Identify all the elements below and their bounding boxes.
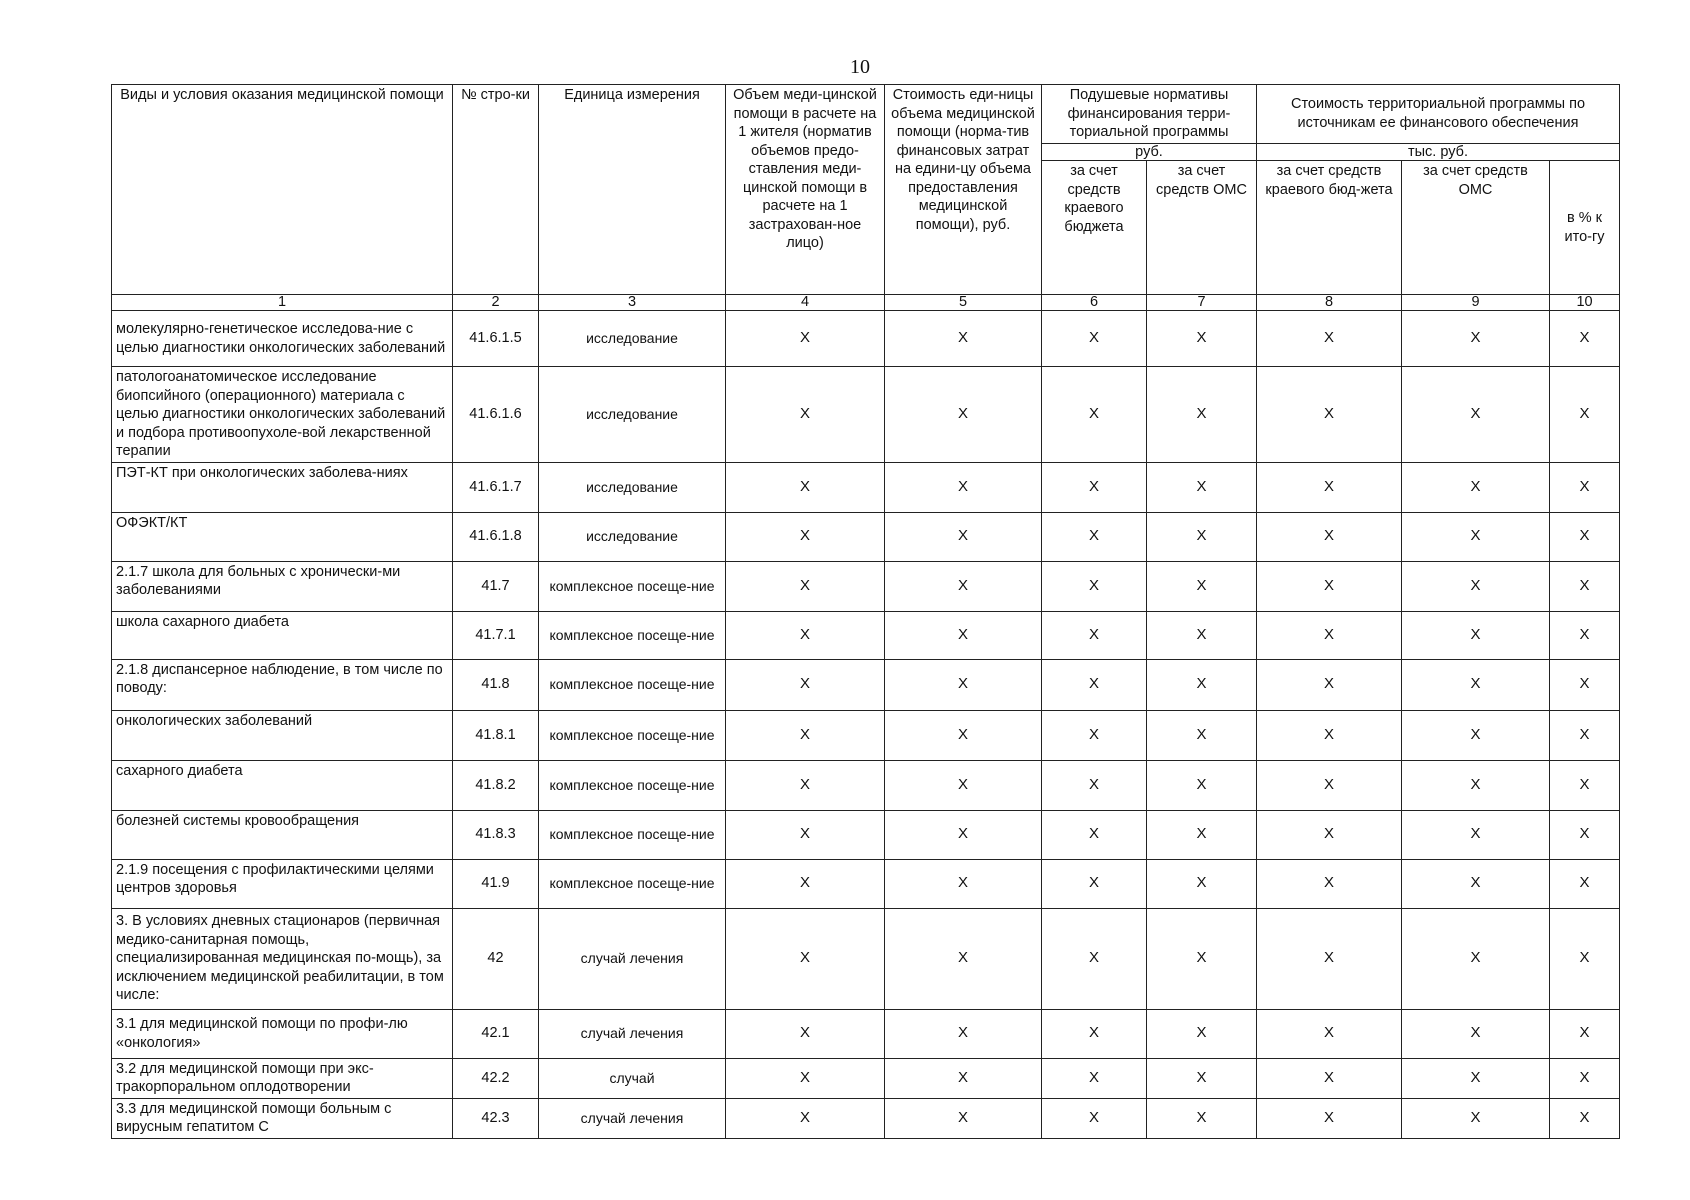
value-cell: X (1257, 561, 1402, 611)
value-cell: X (1042, 512, 1147, 561)
value-cell: X (1402, 810, 1550, 859)
value-cell: X (1402, 710, 1550, 760)
program-cost-table (111, 84, 1620, 1139)
table-row (112, 462, 1620, 512)
value-cell: X (726, 710, 885, 760)
line-number-cell: 41.9 (453, 859, 539, 908)
value-cell: X (726, 512, 885, 561)
column-number: 2 (453, 295, 539, 311)
value-cell: X (1257, 760, 1402, 810)
value-cell: X (726, 611, 885, 659)
header-program-cost: Стоимость территориальной программы по источникам ее финансового обеспечения (1257, 85, 1620, 144)
value-cell: X (1257, 611, 1402, 659)
value-cell: X (726, 1009, 885, 1058)
unit-cell: случай лечения (539, 908, 726, 1009)
column-number: 7 (1147, 295, 1257, 311)
line-number-cell: 41.7.1 (453, 611, 539, 659)
value-cell: X (1402, 1098, 1550, 1138)
column-number: 1 (112, 295, 453, 311)
value-cell: X (1042, 462, 1147, 512)
header-per-capita-norms: Подушевые нормативы финансирования терри-ториальной программы (1042, 85, 1257, 144)
value-cell: X (1147, 367, 1257, 463)
value-cell: X (726, 367, 885, 463)
value-cell: X (1257, 1009, 1402, 1058)
value-cell: X (1402, 311, 1550, 367)
value-cell: X (1042, 561, 1147, 611)
value-cell: X (1550, 1009, 1620, 1058)
value-cell: X (1550, 611, 1620, 659)
care-type-cell: 3.1 для медицинской помощи по профи-лю «онкология» (112, 1009, 453, 1058)
value-cell: X (1147, 1009, 1257, 1058)
header-cost-oms: за счет средств ОМС (1402, 161, 1550, 295)
value-cell: X (1402, 367, 1550, 463)
value-cell: X (1550, 512, 1620, 561)
table-row (112, 1098, 1620, 1138)
value-cell: X (1550, 311, 1620, 367)
line-number-cell: 41.7 (453, 561, 539, 611)
value-cell: X (1550, 659, 1620, 710)
value-cell: X (1402, 908, 1550, 1009)
value-cell: X (1402, 659, 1550, 710)
unit-cell: комплексное посеще-ние (539, 859, 726, 908)
header-norms-oms: за счет средств ОМС (1147, 161, 1257, 295)
line-number-cell: 42.1 (453, 1009, 539, 1058)
care-type-cell: 2.1.9 посещения с профилактическими целями центров здоровья (112, 859, 453, 908)
value-cell: X (885, 561, 1042, 611)
value-cell: X (1147, 1058, 1257, 1098)
care-type-cell: молекулярно-генетическое исследова-ние с целью диагностики онкологических заболеваний (112, 311, 453, 367)
column-number: 8 (1257, 295, 1402, 311)
value-cell: X (1257, 1058, 1402, 1098)
care-type-cell: 2.1.7 школа для больных с хронически-ми заболеваниями (112, 561, 453, 611)
value-cell: X (885, 1098, 1042, 1138)
table-row (112, 908, 1620, 1009)
column-number: 3 (539, 295, 726, 311)
value-cell: X (1042, 1098, 1147, 1138)
value-cell: X (1402, 1058, 1550, 1098)
line-number-cell: 42.2 (453, 1058, 539, 1098)
line-number-cell: 41.6.1.8 (453, 512, 539, 561)
value-cell: X (1042, 710, 1147, 760)
value-cell: X (1042, 367, 1147, 463)
value-cell: X (1042, 659, 1147, 710)
header-percent-total: в % к ито-гу (1550, 161, 1620, 295)
value-cell: X (1257, 367, 1402, 463)
value-cell: X (885, 810, 1042, 859)
value-cell: X (1550, 367, 1620, 463)
line-number-cell: 41.8.1 (453, 710, 539, 760)
care-type-cell: болезней системы кровообращения (112, 810, 453, 859)
column-number: 4 (726, 295, 885, 311)
line-number-cell: 41.6.1.7 (453, 462, 539, 512)
value-cell: X (1402, 859, 1550, 908)
value-cell: X (1257, 810, 1402, 859)
value-cell: X (1042, 611, 1147, 659)
care-type-cell: 3. В условиях дневных стационаров (первичная медико-санитарная помощь, специализированная медицинская по-мощь), за исключением медицинской реабилитации, в том числе: (112, 908, 453, 1009)
value-cell: X (1147, 561, 1257, 611)
value-cell: X (1402, 1009, 1550, 1058)
value-cell: X (885, 859, 1042, 908)
value-cell: X (1550, 810, 1620, 859)
care-type-cell: онкологических заболеваний (112, 710, 453, 760)
unit-cell: комплексное посеще-ние (539, 561, 726, 611)
column-number: 5 (885, 295, 1042, 311)
unit-cell: комплексное посеще-ние (539, 810, 726, 859)
line-number-cell: 41.6.1.6 (453, 367, 539, 463)
table-body (112, 311, 1620, 1139)
value-cell: X (726, 1058, 885, 1098)
unit-cell: случай (539, 1058, 726, 1098)
line-number-cell: 41.8.2 (453, 760, 539, 810)
header-unit-cost: Стоимость еди-ницы объема медицинской помощи (норма-тив финансовых затрат на едини-цу объема предоставления медицинской помощи), руб. (885, 85, 1042, 295)
value-cell: X (1147, 1098, 1257, 1138)
value-cell: X (726, 462, 885, 512)
value-cell: X (885, 710, 1042, 760)
table-row (112, 1058, 1620, 1098)
value-cell: X (885, 659, 1042, 710)
value-cell: X (1402, 462, 1550, 512)
header-volume: Объем меди-цинской помощи в расчете на 1 жителя (норматив объемов предо-ставления меди-цинской помощи в расчете на 1 застрахован-ное лицо) (726, 85, 885, 295)
page-number: 10 (850, 56, 870, 78)
value-cell: X (1550, 1058, 1620, 1098)
header-care-types: Виды и условия оказания медицинской помощи (112, 85, 453, 295)
value-cell: X (1147, 611, 1257, 659)
value-cell: X (1257, 659, 1402, 710)
header-unit: Единица измерения (539, 85, 726, 295)
value-cell: X (1042, 1009, 1147, 1058)
value-cell: X (1042, 908, 1147, 1009)
value-cell: X (726, 1098, 885, 1138)
care-type-cell: патологоанатомическое исследование биопсийного (операционного) материала с целью диагностики онкологических заболеваний и подбора противоопухоле-вой лекарственной терапии (112, 367, 453, 463)
value-cell: X (1402, 611, 1550, 659)
line-number-cell: 41.8.3 (453, 810, 539, 859)
value-cell: X (1402, 512, 1550, 561)
unit-cell: комплексное посеще-ние (539, 611, 726, 659)
table-row (112, 710, 1620, 760)
value-cell: X (1042, 311, 1147, 367)
value-cell: X (1402, 561, 1550, 611)
value-cell: X (1550, 561, 1620, 611)
header-cost-regional-budget: за счет средств краевого бюд-жета (1257, 161, 1402, 295)
header-line-number: № стро-ки (453, 85, 539, 295)
value-cell: X (1550, 1098, 1620, 1138)
table-row (112, 367, 1620, 463)
value-cell: X (726, 859, 885, 908)
care-type-cell: 2.1.8 диспансерное наблюдение, в том числе по поводу: (112, 659, 453, 710)
value-cell: X (1147, 760, 1257, 810)
value-cell: X (1550, 462, 1620, 512)
line-number-cell: 42 (453, 908, 539, 1009)
value-cell: X (1257, 908, 1402, 1009)
value-cell: X (1042, 859, 1147, 908)
value-cell: X (726, 311, 885, 367)
value-cell: X (1550, 710, 1620, 760)
table-row (112, 659, 1620, 710)
column-number: 10 (1550, 295, 1620, 311)
column-numbers-row (112, 295, 1620, 311)
unit-cell: комплексное посеще-ние (539, 659, 726, 710)
unit-cell: комплексное посеще-ние (539, 760, 726, 810)
unit-cell: комплексное посеще-ние (539, 710, 726, 760)
value-cell: X (1042, 1058, 1147, 1098)
table-row (112, 561, 1620, 611)
care-type-cell: ОФЭКТ/КТ (112, 512, 453, 561)
table-row (112, 311, 1620, 367)
header-norms-regional-budget: за счет средств краевого бюджета (1042, 161, 1147, 295)
value-cell: X (885, 1009, 1042, 1058)
table-row (112, 760, 1620, 810)
value-cell: X (885, 908, 1042, 1009)
value-cell: X (726, 561, 885, 611)
line-number-cell: 41.8 (453, 659, 539, 710)
value-cell: X (885, 760, 1042, 810)
value-cell: X (1550, 908, 1620, 1009)
value-cell: X (1257, 462, 1402, 512)
value-cell: X (885, 311, 1042, 367)
header-cost-unit: тыс. руб. (1257, 143, 1620, 160)
care-type-cell: школа сахарного диабета (112, 611, 453, 659)
value-cell: X (726, 659, 885, 710)
value-cell: X (1257, 512, 1402, 561)
line-number-cell: 42.3 (453, 1098, 539, 1138)
value-cell: X (1042, 760, 1147, 810)
unit-cell: исследование (539, 512, 726, 561)
value-cell: X (1550, 760, 1620, 810)
care-type-cell: 3.3 для медицинской помощи больным с вирусным гепатитом С (112, 1098, 453, 1138)
value-cell: X (1257, 710, 1402, 760)
value-cell: X (1257, 1098, 1402, 1138)
table-row (112, 859, 1620, 908)
unit-cell: исследование (539, 462, 726, 512)
value-cell: X (726, 810, 885, 859)
value-cell: X (1147, 908, 1257, 1009)
value-cell: X (885, 367, 1042, 463)
care-type-cell: 3.2 для медицинской помощи при экс-тракорпоральном оплодотворении (112, 1058, 453, 1098)
value-cell: X (1257, 311, 1402, 367)
value-cell: X (1147, 311, 1257, 367)
table-row (112, 1009, 1620, 1058)
column-number: 6 (1042, 295, 1147, 311)
value-cell: X (1147, 859, 1257, 908)
value-cell: X (1147, 512, 1257, 561)
value-cell: X (1147, 810, 1257, 859)
value-cell: X (885, 611, 1042, 659)
unit-cell: случай лечения (539, 1098, 726, 1138)
care-type-cell: ПЭТ-КТ при онкологических заболева-ниях (112, 462, 453, 512)
value-cell: X (1402, 760, 1550, 810)
value-cell: X (726, 760, 885, 810)
unit-cell: исследование (539, 311, 726, 367)
value-cell: X (726, 908, 885, 1009)
table-row (112, 512, 1620, 561)
value-cell: X (1550, 859, 1620, 908)
unit-cell: исследование (539, 367, 726, 463)
header-norms-unit: руб. (1042, 143, 1257, 160)
value-cell: X (1147, 710, 1257, 760)
value-cell: X (1042, 810, 1147, 859)
table-row (112, 611, 1620, 659)
column-number: 9 (1402, 295, 1550, 311)
care-type-cell: сахарного диабета (112, 760, 453, 810)
table-row (112, 810, 1620, 859)
value-cell: X (885, 1058, 1042, 1098)
value-cell: X (885, 512, 1042, 561)
value-cell: X (1147, 462, 1257, 512)
value-cell: X (885, 462, 1042, 512)
unit-cell: случай лечения (539, 1009, 726, 1058)
value-cell: X (1147, 659, 1257, 710)
line-number-cell: 41.6.1.5 (453, 311, 539, 367)
value-cell: X (1257, 859, 1402, 908)
